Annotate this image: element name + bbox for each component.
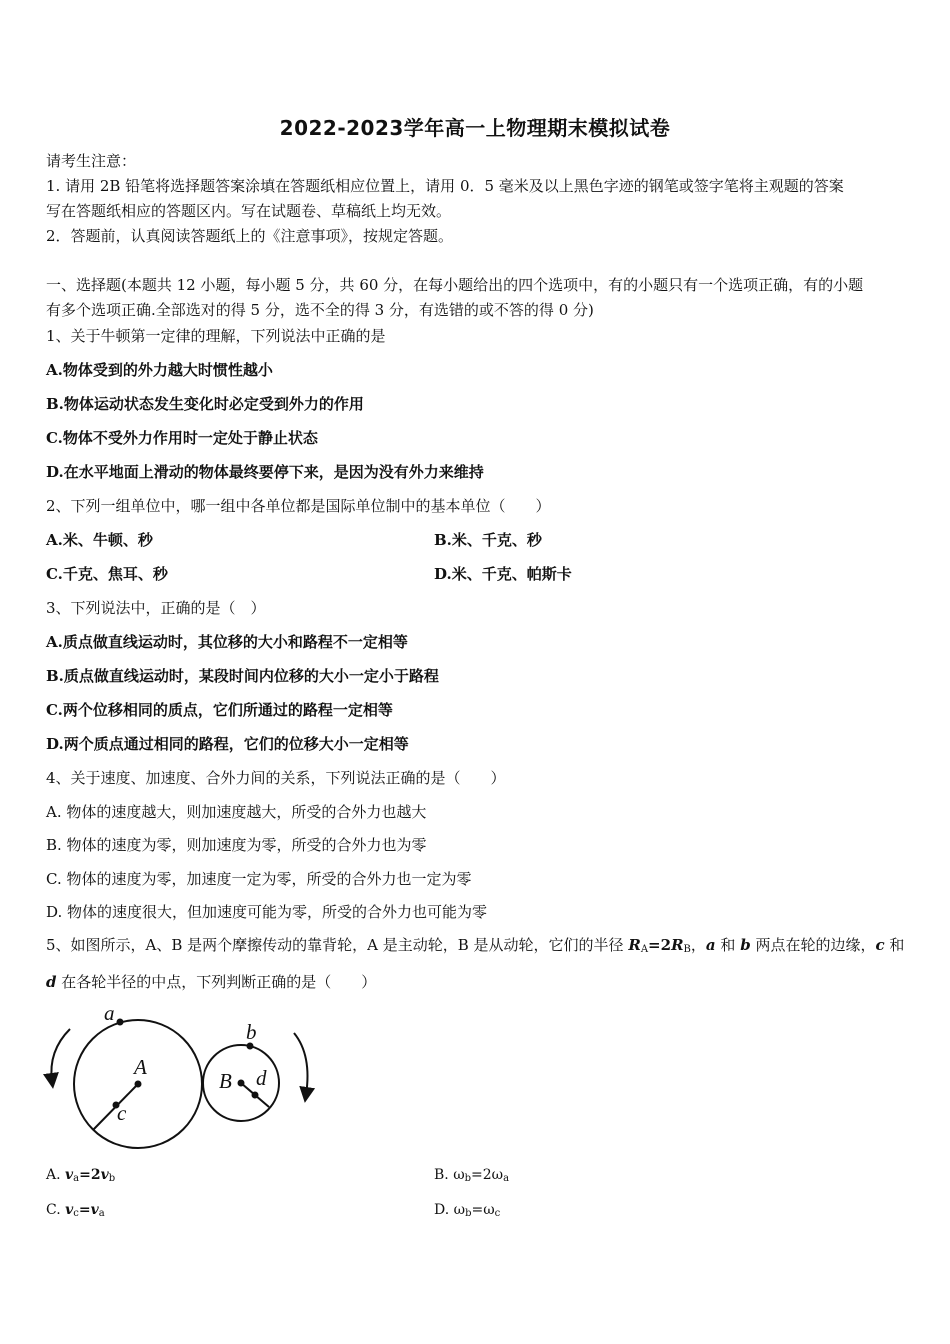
q5-option-d-sub2: c <box>494 1208 501 1219</box>
notice-heading: 请考生注意： <box>46 152 137 170</box>
q5-stem-text: 两点在轮的边缘， <box>750 936 876 954</box>
q5-option-a <box>46 1164 115 1190</box>
q4-option-a: A. 物体的速度越大，则加速度越大，所受的合外力也越大 <box>46 803 427 821</box>
q5-point-b: b <box>740 936 751 954</box>
q5-radius-equation: =2 <box>648 936 672 954</box>
q5-option-a-equation: =2 <box>79 1167 101 1183</box>
point-a-dot <box>117 1019 124 1026</box>
q4-stem: 4、关于速度、加速度、合外力间的关系，下列说法正确的是（ ） <box>46 769 506 787</box>
q5-stem-line-1 <box>46 934 904 961</box>
q1-option-a: A.物体受到的外力越大时惯性越小 <box>46 361 273 379</box>
q2-option-c: C.千克、焦耳、秒 <box>46 565 168 583</box>
page-title: 2022-2023学年高一上物理期末模拟试卷 <box>279 116 671 140</box>
q5-option-a-symbol-2: v <box>100 1167 109 1183</box>
q5-option-d-equation: = <box>471 1202 484 1218</box>
q5-stem-line-2 <box>46 971 376 993</box>
section-intro-line-2: 有多个选项正确.全部选对的得 5 分，选不全的得 3 分，有选错的或不答的得 0 分) <box>46 301 594 319</box>
point-B-center-dot <box>238 1080 245 1087</box>
q5-radius-subscript-a: A <box>640 944 649 955</box>
point-d-dot <box>252 1092 259 1099</box>
q5-option-c-prefix: C. <box>46 1202 66 1218</box>
q5-option-d-symbol: ω <box>453 1202 466 1218</box>
q5-point-c: c <box>875 936 885 954</box>
section-intro-line-1: 一、选择题(本题共 12 小题，每小题 5 分，共 60 分，在每小题给出的四个选项中，有的小题只有一个选项正确，有的小题 <box>46 276 864 294</box>
q5-point-d: d <box>46 973 57 991</box>
wheel-a-rotation-arrow <box>51 1029 70 1081</box>
q5-option-d <box>434 1199 500 1225</box>
q1-option-d: D.在水平地面上滑动的物体最终要停下来，是因为没有外力来维持 <box>46 463 484 481</box>
q5-option-d-prefix: D. <box>434 1202 454 1218</box>
label-B: B <box>219 1069 232 1093</box>
point-A-center-dot <box>135 1081 142 1088</box>
q2-stem: 2、下列一组单位中，哪一组中各单位都是国际单位制中的基本单位（ ） <box>46 497 551 515</box>
q3-option-c: C.两个位移相同的质点，它们所通过的路程一定相等 <box>46 701 393 719</box>
q5-wheels-figure <box>40 1003 330 1153</box>
q5-stem-text: 在各轮半径的中点，下列判断正确的是（ ） <box>56 973 377 991</box>
q1-option-b: B.物体运动状态发生变化时必定受到外力的作用 <box>46 395 364 413</box>
q5-option-b <box>434 1164 509 1190</box>
q3-stem: 3、下列说法中，正确的是（ ） <box>46 599 266 617</box>
q5-stem-text: 和 <box>884 936 905 954</box>
q5-radius-subscript-b: B <box>683 944 691 955</box>
label-a: a <box>104 1003 115 1025</box>
label-c: c <box>117 1101 127 1125</box>
q5-radius-symbol: R <box>628 936 641 954</box>
q3-option-d: D.两个质点通过相同的路程，它们的位移大小一定相等 <box>46 735 409 753</box>
q4-option-c: C. 物体的速度为零，加速度一定为零，所受的合外力也一定为零 <box>46 870 472 888</box>
q5-option-b-sub1: b <box>464 1173 472 1184</box>
q5-option-d-symbol-2: ω <box>483 1202 495 1218</box>
q5-option-b-symbol-2: ω <box>491 1167 504 1183</box>
q5-option-c-symbol: v <box>65 1202 74 1218</box>
q5-option-b-symbol: ω <box>453 1167 465 1183</box>
q2-option-d: D.米、千克、帕斯卡 <box>434 565 572 583</box>
q5-point-a: a <box>705 936 716 954</box>
notice-item-1-line-2: 写在答题纸相应的答题区内。写在试题卷、草稿纸上均无效。 <box>46 202 452 220</box>
q5-option-a-sub1: a <box>73 1173 80 1184</box>
q4-option-b: B. 物体的速度为零，则加速度为零，所受的合外力也为零 <box>46 836 427 854</box>
q5-option-d-sub1: b <box>465 1208 472 1219</box>
q5-option-b-equation: =2 <box>471 1167 492 1183</box>
q1-option-c: C.物体不受外力作用时一定处于静止状态 <box>46 429 318 447</box>
q2-option-b: B.米、千克、秒 <box>434 531 542 549</box>
label-d: d <box>256 1066 267 1090</box>
q5-stem-text: 5、如图所示，A、B 是两个摩擦传动的靠背轮，A 是主动轮，B 是从动轮，它们的半径 <box>46 936 629 954</box>
q1-stem: 1、关于牛顿第一定律的理解，下列说法中正确的是 <box>46 327 386 345</box>
q5-option-a-prefix: A. <box>46 1167 66 1183</box>
notice-item-2: 2．答题前，认真阅读答题纸上的《注意事项》，按规定答题。 <box>46 227 454 245</box>
label-b: b <box>246 1020 257 1044</box>
q2-option-a: A.米、牛顿、秒 <box>46 531 153 549</box>
q5-option-c-sub2: a <box>98 1208 105 1219</box>
q5-option-c-equation: = <box>78 1202 91 1218</box>
q5-option-a-sub2: b <box>108 1173 116 1184</box>
q5-option-c-sub1: c <box>73 1208 79 1219</box>
q5-option-c <box>46 1199 105 1225</box>
wheel-b-rotation-arrow <box>294 1033 308 1095</box>
q3-option-b: B.质点做直线运动时，某段时间内位移的大小一定小于路程 <box>46 667 439 685</box>
q5-option-b-sub2: a <box>503 1173 510 1184</box>
q5-option-c-symbol-2: v <box>90 1202 99 1218</box>
q4-option-d: D. 物体的速度很大，但加速度可能为零，所受的合外力也可能为零 <box>46 903 488 921</box>
q3-option-a: A.质点做直线运动时，其位移的大小和路程不一定相等 <box>46 633 408 651</box>
notice-item-1-line-1: 1. 请用 2B 铅笔将选择题答案涂填在答题纸相应位置上，请用 0．5 毫米及以上黑色字迹的钢笔或签字笔将主观题的答案 <box>46 177 844 195</box>
label-A: A <box>134 1055 147 1079</box>
q5-stem-text: 和 <box>715 936 741 954</box>
q5-radius-symbol-2: R <box>671 936 684 954</box>
q5-option-b-prefix: B. <box>434 1167 454 1183</box>
q5-stem-text: ， <box>690 936 706 954</box>
q5-option-a-symbol: v <box>65 1167 74 1183</box>
